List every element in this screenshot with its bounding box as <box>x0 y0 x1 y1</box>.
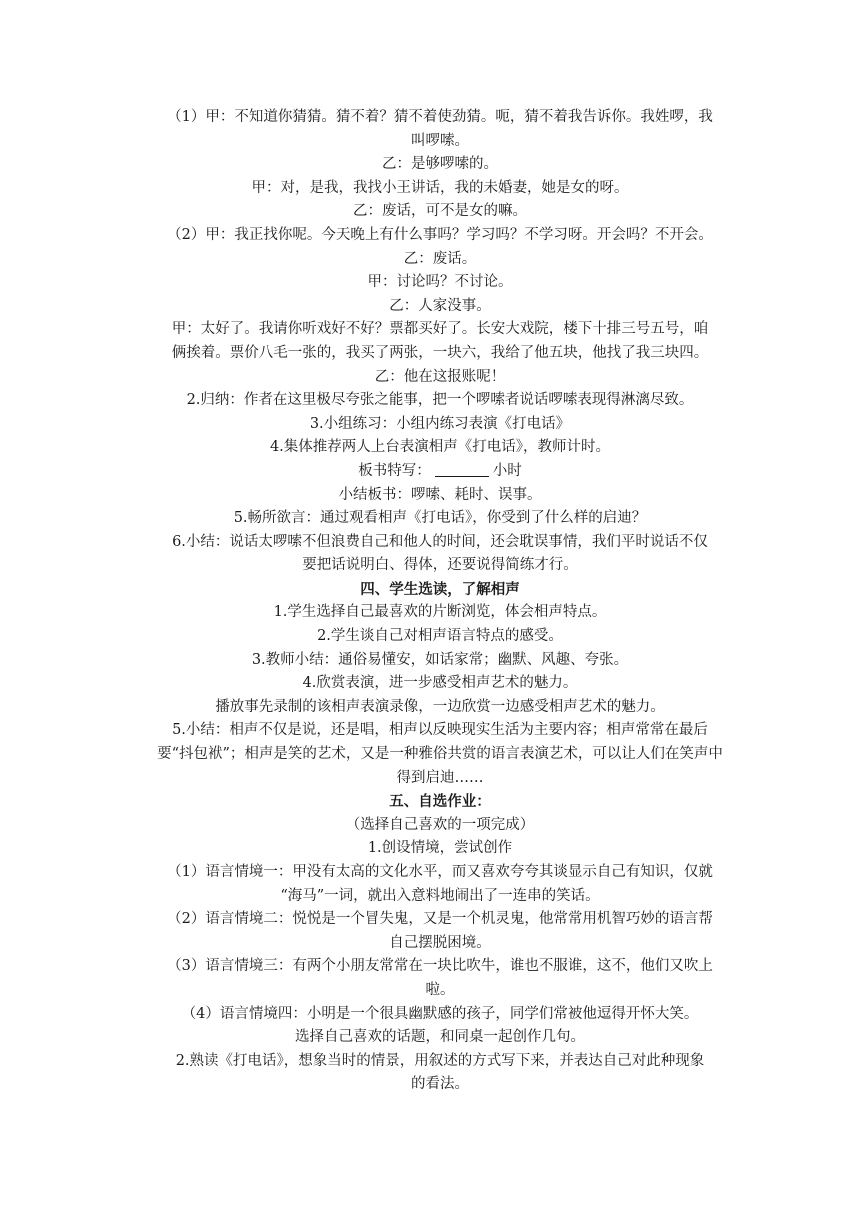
section-heading-5: 五、自选作业： <box>389 793 491 811</box>
text-line: 2.归纳：作者在这里极尽夸张之能事，把一个啰嗦者说话啰嗦表现得淋漓尽致。 <box>186 392 694 409</box>
reading-section <box>145 601 735 790</box>
text-line: 5.畅所欲言：通过观看相声《打电话》，你受到了什么样的启迪？ <box>233 510 647 527</box>
homework-section <box>145 814 735 1097</box>
blackboard-line <box>145 460 735 484</box>
text-line: 乙：废话，可不是女的嘛。 <box>353 203 527 220</box>
text-line: （选择自己喜欢的一项完成） <box>345 816 535 833</box>
text-line: 5.小结：相声不仅是说，还是唱，相声以反映现实生活为主要内容；相声常常在最后 <box>172 722 708 739</box>
text-line: 播放事先录制的该相声表演录像，一边欣赏一边感受相声艺术的魅力。 <box>215 698 665 715</box>
text-line: “海马”一词，就出入意料地闹出了一连串的笑话。 <box>280 887 600 904</box>
section-heading-4: 四、学生选读，了解相声 <box>360 580 520 598</box>
text-line: 3.小组练习：小组内练习表演《打电话》 <box>309 415 571 432</box>
text-line: 俩挨着。票价八毛一张的，我买了两张，一块六，我给了他五块，他找了我三块四。 <box>171 344 709 361</box>
text-line: 2.熟读《打电话》，想象当时的情景，用叙述的方式写下来，并表达自己对此种现象 <box>175 1052 705 1069</box>
text-line: （1）语言情境一：甲没有太高的文化水平，而又喜欢夸夸其谈显示自己有知识，仅就 <box>167 864 713 880</box>
text-line: 2.学生谈自己对相声语言特点的感受。 <box>317 628 563 645</box>
text-line: 乙：废话。 <box>403 250 477 267</box>
text-line: 3.教师小结：通俗易懂安，如话家常；幽默、风趣、夸张。 <box>251 651 629 668</box>
text-line: 自己摆脱困境。 <box>389 934 491 951</box>
text-line: （2）语言情境二：悦悦是一个冒失鬼，又是一个机灵鬼，他常常用机智巧妙的语言帮 <box>167 911 713 928</box>
text-line: 乙：他在这报账呢！ <box>374 368 506 385</box>
text-line: 要“抖包袱”；相声是笑的艺术，又是一种雅俗共赏的语言表演艺术，可以让人们在笑声中 <box>157 746 723 763</box>
text-line: 4.集体推荐两人上台表演相声《打电话》，教师计时。 <box>269 439 611 456</box>
text-line: 甲：讨论吗？不讨论。 <box>367 274 513 291</box>
text-line: 1.学生选择自己最喜欢的片断浏览，体会相声特点。 <box>273 604 607 621</box>
text-line: 1.创设情境，尝试创作 <box>367 840 513 857</box>
text-line: 甲：对，是我，我找小王讲话，我的未婚妻，她是女的呀。 <box>251 179 629 196</box>
summary-section <box>145 484 735 578</box>
text-line: 乙：是够啰嗦的。 <box>382 156 498 173</box>
blackboard-prefix: 板书特写： <box>358 462 431 479</box>
text-line: 叫啰嗦。 <box>411 132 469 149</box>
text-line: 啦。 <box>425 981 455 998</box>
fill-blank <box>435 462 489 477</box>
text-line: 要把话说明白、得体，还要说得简练才行。 <box>302 557 578 574</box>
text-line: 得到启迪…… <box>396 769 484 786</box>
text-line: （1）甲：不知道你猜猜。猜不着？猜不着使劲猜。呃，猜不着我告诉你。我姓啰，我 <box>167 109 713 125</box>
blackboard-suffix: 小时 <box>492 462 522 479</box>
text-line: （3）语言情境三：有两个小朋友常常在一块比吹牛，谁也不服谁，这不，他们又吹上 <box>167 958 713 975</box>
text-line: （4）语言情境四：小明是一个很具幽默感的孩子，同学们常被他逗得开怀大笑。 <box>181 1005 699 1022</box>
text-line: 甲：太好了。我请你听戏好不好？票都买好了。长安大戏院，楼下十排三号五号，咱 <box>171 321 709 338</box>
text-line: 乙：人家没事。 <box>389 297 491 314</box>
text-line: 小结板书：啰嗦、耗时、误事。 <box>338 486 542 503</box>
text-line: 的看法。 <box>411 1076 469 1093</box>
document-page <box>145 106 735 1097</box>
dialogue-section <box>145 106 735 460</box>
text-line: 6.小结：说话太啰嗦不但浪费自己和他人的时间，还会耽误事情，我们平时说话不仅 <box>172 533 708 550</box>
text-line: （2）甲：我正找你呢。今天晚上有什么事吗？学习吗？不学习呀。开会吗？不开会。 <box>167 226 713 243</box>
text-line: 4.欣赏表演，进一步感受相声艺术的魅力。 <box>302 675 578 692</box>
text-line: 选择自己喜欢的话题，和同桌一起创作几句。 <box>295 1029 585 1046</box>
